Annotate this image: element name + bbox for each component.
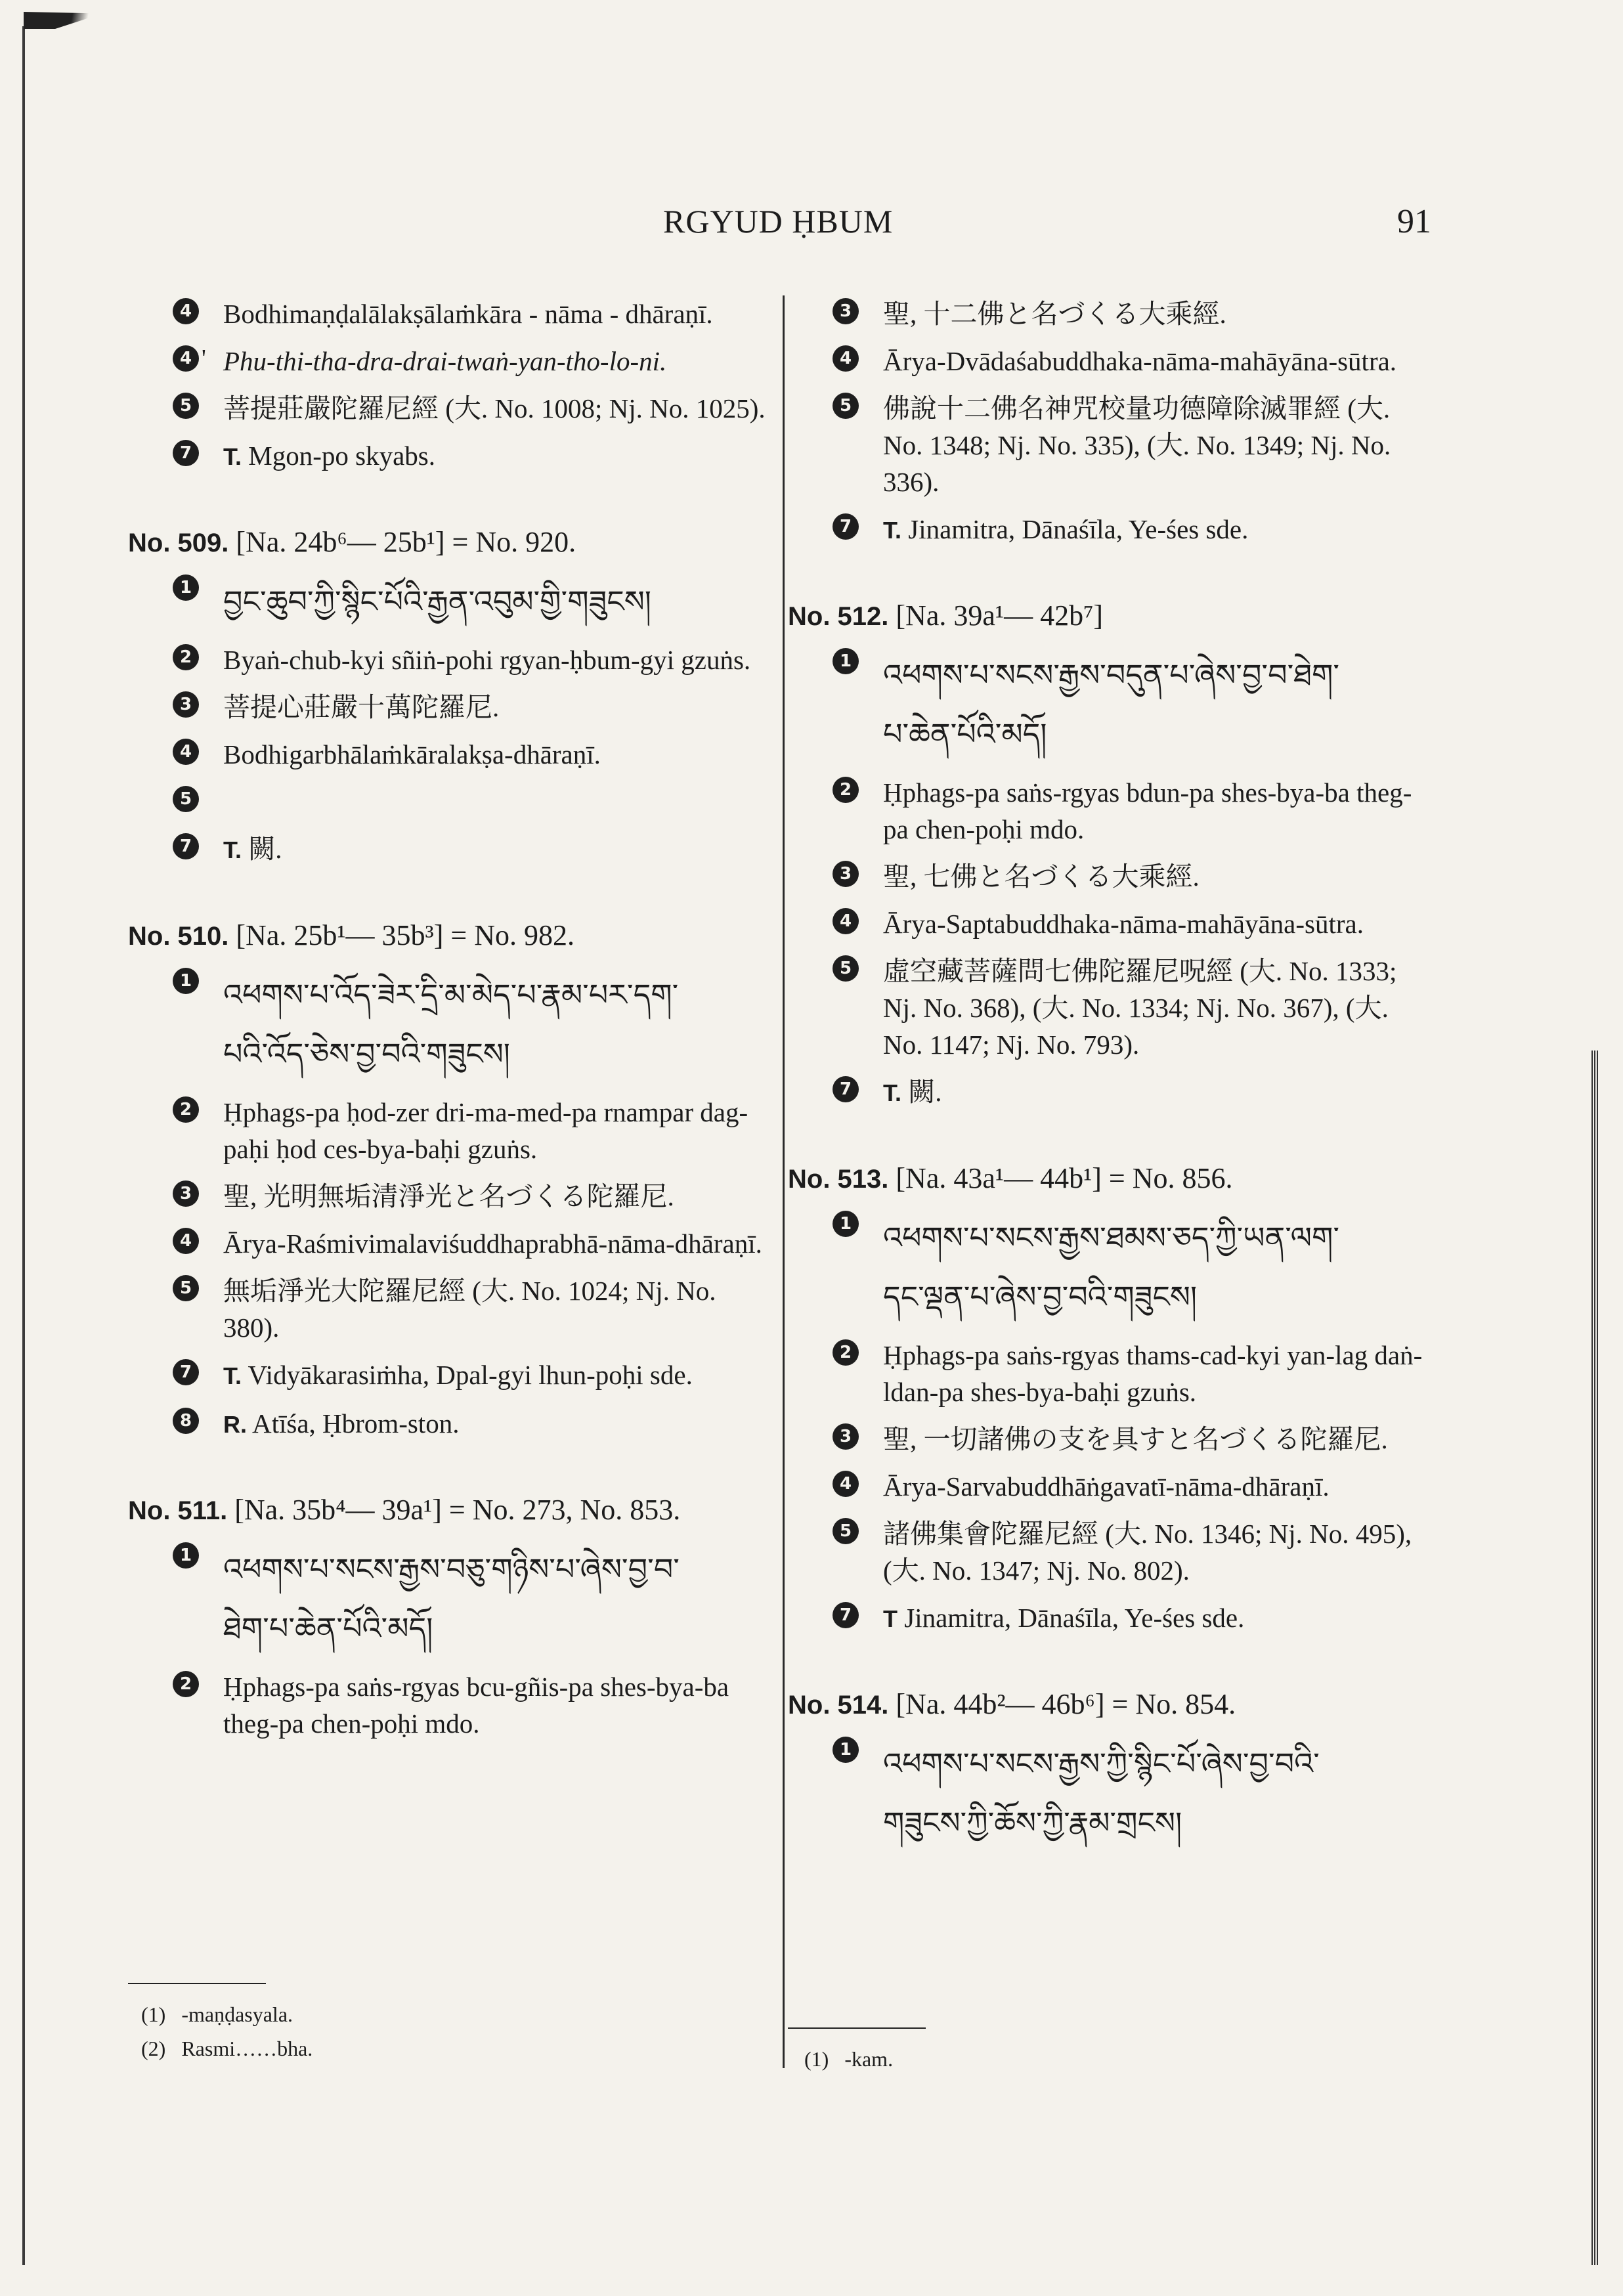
field-text: 聖, 七佛と名づくる大乘經.: [883, 861, 1200, 892]
field-text: 聖, 一切諸佛の支を具すと名づくる陀羅尼.: [883, 1424, 1388, 1454]
entry-511-continued: [788, 295, 1435, 549]
field-sanskrit: [128, 1225, 778, 1262]
field-text: 菩提莊嚴陀羅尼經 (大. No. 1008; Nj. No. 1025).: [223, 393, 766, 423]
field-sanskrit: [788, 343, 1435, 379]
entry-heading: [128, 525, 778, 559]
footnote-rule-left: [128, 1983, 266, 1984]
field-text: 闕.: [908, 1077, 942, 1107]
marker-4: 4: [173, 345, 199, 372]
field-translator: [788, 1073, 1435, 1112]
field-japanese: [128, 689, 778, 726]
entry-number: No. 510.: [128, 922, 229, 951]
field-chinese: [788, 390, 1435, 500]
marker-2: 2: [173, 1671, 199, 1697]
field-label-t: T.: [223, 443, 242, 470]
field-text: 虛空藏菩薩問七佛陀羅尼呪經 (大. No. 1333; Nj. No. 368), (大. No. 1334; Nj. No. 367), (大. No. 1147; Nj. No. 793).: [883, 956, 1397, 1060]
field-translator: [128, 1356, 778, 1395]
field-sanskrit: [128, 295, 778, 332]
field-text: Mgon-po skyabs.: [248, 441, 435, 471]
marker-3: 3: [173, 691, 199, 718]
marker-4: 4: [173, 298, 199, 324]
entry-number: No. 513.: [788, 1165, 889, 1194]
field-text-line-1: འཕགས་པ་སངས་རྒྱས་བདུན་པ་ཞེས་བྱ་བ་ཐེག་: [883, 657, 1340, 693]
marker-5: 5: [833, 955, 859, 982]
entry-511: [128, 1493, 778, 1742]
field-text-line-2: གཟུངས་ཀྱི་ཆོས་ཀྱི་རྣམ་གྲངས།: [883, 1805, 1182, 1840]
footnote-number: (2): [141, 2037, 166, 2060]
field-label-t: T.: [883, 517, 902, 544]
marker-7: 7: [173, 833, 199, 859]
marker-2: 2: [173, 644, 199, 670]
field-label-r: R.: [223, 1411, 247, 1438]
entry-heading: [128, 1493, 778, 1527]
field-sanskrit: [128, 736, 778, 773]
field-text: 聖, 光明無垢清淨光と名づくる陀羅尼.: [223, 1181, 674, 1211]
entry-reference: [Na. 43a¹— 44b¹] = No. 856.: [896, 1162, 1233, 1194]
field-text: 聖, 十二佛と名づくる大乘經.: [883, 299, 1226, 329]
field-text-line-2: པའི་འོད་ཅེས་བྱ་བའི་གཟུངས།: [223, 1036, 511, 1072]
field-japanese: [788, 295, 1435, 332]
field-label-t: T.: [883, 1079, 902, 1106]
field-japanese: [128, 1178, 778, 1215]
footnotes-left: [141, 1997, 313, 2066]
marker-7: 7: [173, 440, 199, 466]
marker-4: 4: [833, 345, 859, 372]
entry-reference: [Na. 24b⁶— 25b¹] = No. 920.: [236, 526, 576, 558]
field-tibetan: [128, 965, 778, 1083]
field-romanized: [128, 641, 778, 678]
field-transliteration: [128, 343, 778, 379]
field-text: Vidyākarasiṁha, Dpal-gyi lhun-poḥi sde.: [248, 1360, 693, 1390]
marker-7: 7: [833, 1602, 859, 1628]
footnotes-right: [804, 2042, 893, 2076]
field-tibetan: [128, 1540, 778, 1658]
field-text: 菩提心莊嚴十萬陀羅尼.: [223, 692, 500, 722]
field-chinese: [128, 1272, 778, 1346]
marker-4: 4: [173, 1228, 199, 1254]
left-column: [128, 295, 778, 1752]
marker-2: 2: [833, 1339, 859, 1366]
field-text: Bodhimaṇḍalālakṣālaṁkāra - nāma - dhāraṇī.: [223, 299, 713, 329]
field-text-line-1: འཕགས་པ་སངས་རྒྱས་ཐམས་ཅད་ཀྱི་ཡན་ལག་: [883, 1220, 1340, 1255]
marker-3: 3: [833, 298, 859, 324]
field-text-line-2: དང་ལྡན་པ་ཞེས་བྱ་བའི་གཟུངས།: [883, 1279, 1198, 1314]
marker-5: 5: [173, 1275, 199, 1301]
marker-7: 7: [833, 1076, 859, 1102]
entry-reference: [Na. 35b⁴— 39a¹] = No. 273, No. 853.: [234, 1494, 681, 1526]
field-text: 闕.: [248, 834, 282, 864]
marker-4: 4: [833, 908, 859, 934]
scan-corner-mark: [24, 12, 102, 29]
field-sanskrit: [788, 905, 1435, 942]
entry-513: [788, 1161, 1435, 1637]
field-chinese-empty: [128, 783, 778, 820]
field-romanized: [788, 774, 1435, 848]
field-text: Ḥphags-pa saṅs-rgyas thams-cad-kyi yan-lag daṅ-ldan-pa shes-bya-baḥi gzuṅs.: [883, 1340, 1423, 1407]
right-column: [788, 295, 1435, 1863]
field-text: Ārya-Raśmivimalaviśuddhaprabhā-nāma-dhāraṇī.: [223, 1228, 762, 1259]
page-number: 91: [1397, 203, 1431, 240]
marker-2: 2: [173, 1096, 199, 1123]
field-text-line-2: ཐེག་པ་ཆེན་པོའི་མདོ།: [223, 1611, 433, 1646]
marker-3: 3: [833, 1423, 859, 1450]
marker-4: 4: [173, 739, 199, 765]
footnote-number: (1): [804, 2047, 829, 2071]
field-text: Bodhigarbhālaṁkāralakṣa-dhāraṇī.: [223, 739, 601, 769]
field-text: Phu-thi-tha-dra-drai-twaṅ-yan-tho-lo-ni.: [223, 346, 667, 376]
footnote: [141, 1997, 313, 2031]
field-text-line-1: འཕགས་པ་འོད་ཟེར་དྲི་མ་མེད་པ་རྣམ་པར་དག་: [223, 977, 679, 1012]
field-japanese: [788, 1421, 1435, 1458]
field-translator: [788, 511, 1435, 549]
field-text-line-2: པ་ཆེན་པོའི་མདོ།: [883, 716, 1047, 752]
entry-reference: [Na. 25b¹— 35b³] = No. 982.: [236, 919, 574, 951]
marker-7: 7: [173, 1359, 199, 1385]
field-text: Byaṅ-chub-kyi sñiṅ-pohi rgyan-ḥbum-gyi gzuṅs.: [223, 645, 751, 675]
field-romanized: [128, 1094, 778, 1167]
marker-1: 1: [833, 648, 859, 674]
marker-3: 3: [833, 861, 859, 887]
field-text: Ḥphags-pa saṅs-rgyas bdun-pa shes-bya-ba theg-pa chen-poḥi mdo.: [883, 777, 1412, 844]
field-text-line-1: འཕགས་པ་སངས་རྒྱས་ཀྱི་སྙིང་པོ་ཞེས་བྱ་བའི་: [883, 1746, 1320, 1781]
marker-5: 5: [833, 1518, 859, 1544]
footnote-rule-right: [788, 2027, 926, 2029]
field-translator: [128, 437, 778, 475]
entry-reference: [Na. 44b²— 46b⁶] = No. 854.: [896, 1688, 1236, 1720]
entry-510: [128, 919, 778, 1443]
field-text: Ārya-Dvādaśabuddhaka-nāma-mahāyāna-sūtra.: [883, 346, 1397, 376]
field-tibetan: [788, 645, 1435, 764]
field-text: Ārya-Sarvabuddhāṅgavatī-nāma-dhāraṇī.: [883, 1471, 1330, 1502]
field-text: 諸佛集會陀羅尼經 (大. No. 1346; Nj. No. 495), (大. No. 1347; Nj. No. 802).: [883, 1519, 1412, 1586]
field-romanized: [788, 1337, 1435, 1410]
field-chinese: [788, 953, 1435, 1063]
field-romanized: [128, 1668, 778, 1742]
entry-reference: [Na. 39a¹— 42b⁷]: [896, 599, 1104, 632]
column-divider: [783, 295, 785, 2068]
scan-right-edge: [1591, 1051, 1598, 2265]
marker-prime: ': [202, 345, 206, 372]
entry-heading: [788, 599, 1435, 632]
field-tibetan: [788, 1208, 1435, 1326]
footnote-number: (1): [141, 2003, 166, 2026]
marker-2: 2: [833, 777, 859, 803]
marker-8: 8: [173, 1408, 199, 1434]
entry-heading: [788, 1161, 1435, 1195]
footnote-text: -kam.: [844, 2047, 894, 2071]
field-tibetan: [128, 572, 778, 631]
field-translator: [128, 831, 778, 869]
field-text: 佛說十二佛名神咒校量功德障除滅罪經 (大. No. 1348; Nj. No. 335), (大. No. 1349; Nj. No. 336).: [883, 393, 1391, 497]
marker-5: 5: [173, 786, 199, 812]
field-chinese: [128, 390, 778, 427]
field-chinese: [788, 1515, 1435, 1589]
running-head: RGYUD ḤBUM: [663, 203, 894, 240]
field-japanese: [788, 858, 1435, 895]
entry-509: [128, 525, 778, 869]
entry-heading: [128, 919, 778, 952]
marker-1: 1: [173, 968, 199, 994]
field-text: Ḥphags-pa ḥod-zer dri-ma-med-pa rnampar dag-paḥi ḥod ces-bya-baḥi gzuṅs.: [223, 1097, 748, 1164]
field-sanskrit: [788, 1468, 1435, 1505]
field-text: Ḥphags-pa saṅs-rgyas bcu-gñis-pa shes-bya-ba theg-pa chen-poḥi mdo.: [223, 1672, 729, 1739]
entry-heading: [788, 1687, 1435, 1721]
field-translator: [788, 1599, 1435, 1637]
marker-3: 3: [173, 1180, 199, 1207]
entry-number: No. 514.: [788, 1691, 889, 1720]
field-label-t: T.: [223, 1362, 242, 1389]
field-text: Ārya-Saptabuddhaka-nāma-mahāyāna-sūtra.: [883, 909, 1364, 939]
field-text: Jinamitra, Dānaśīla, Ye-śes sde.: [908, 514, 1249, 544]
entry-number: No. 509.: [128, 529, 229, 557]
marker-1: 1: [173, 574, 199, 601]
entry-508-continued: [128, 295, 778, 475]
field-label-t: T.: [223, 836, 242, 863]
field-text: Jinamitra, Dānaśīla, Ye-śes sde.: [904, 1603, 1245, 1633]
field-tibetan: [788, 1734, 1435, 1852]
field-text-line-1: འཕགས་པ་སངས་རྒྱས་བཅུ་གཉིས་པ་ཞེས་བྱ་བ་: [223, 1551, 680, 1587]
marker-1: 1: [173, 1542, 199, 1569]
field-text: Atīśa, Ḥbrom-ston.: [252, 1408, 460, 1439]
entry-number: No. 511.: [128, 1496, 228, 1525]
scan-left-edge: [22, 26, 25, 2265]
footnote-text: Rasmi……bha.: [181, 2037, 313, 2060]
field-text: 無垢淨光大陀羅尼經 (大. No. 1024; Nj. No. 380).: [223, 1276, 716, 1343]
footnote: [804, 2042, 893, 2076]
footnote: [141, 2031, 313, 2066]
entry-number: No. 512.: [788, 602, 889, 631]
entry-514: [788, 1687, 1435, 1852]
marker-5: 5: [173, 393, 199, 419]
marker-7: 7: [833, 513, 859, 540]
field-reviser: [128, 1405, 778, 1443]
entry-512: [788, 599, 1435, 1112]
field-text: བྱང་ཆུབ་ཀྱི་སྙིང་པོའི་རྒྱན་འབུམ་གྱི་གཟུངས།: [223, 584, 651, 619]
marker-5: 5: [833, 393, 859, 419]
marker-1: 1: [833, 1211, 859, 1237]
marker-1: 1: [833, 1737, 859, 1763]
marker-4: 4: [833, 1471, 859, 1497]
footnote-text: -maṇḍasyala.: [181, 2003, 293, 2026]
field-label-t: T: [883, 1605, 898, 1632]
